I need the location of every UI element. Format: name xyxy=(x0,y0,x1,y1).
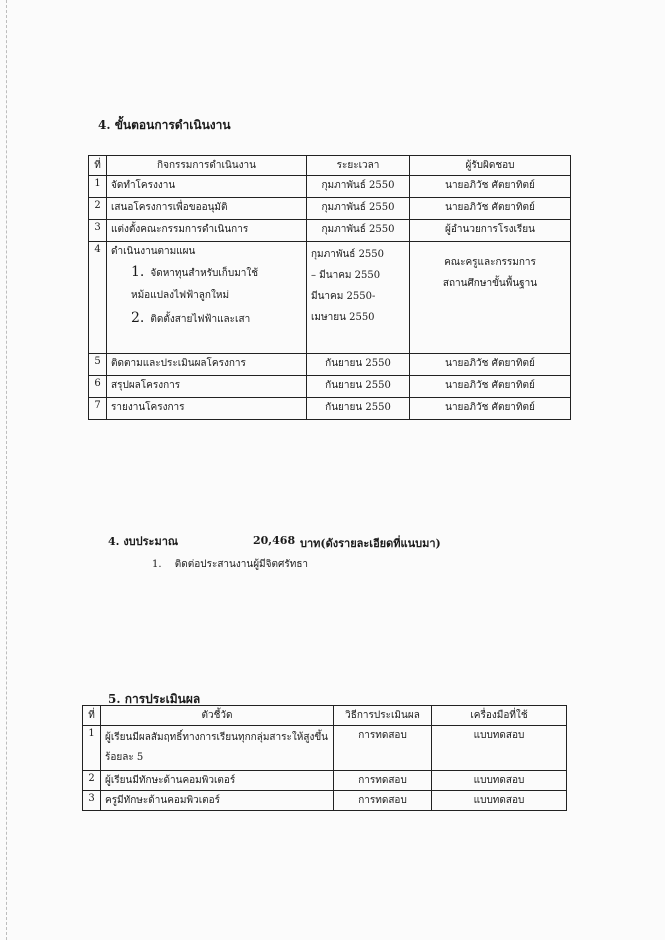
evaluation-heading: 5. การประเมินผล xyxy=(108,692,201,706)
table-row xyxy=(89,176,571,198)
row-tool: แบบทดสอบ xyxy=(432,791,567,811)
period-line: มีนาคม 2550- xyxy=(311,291,376,302)
row-no: 3 xyxy=(83,791,101,811)
row-period: กันยายน 2550 xyxy=(307,376,410,398)
table-row xyxy=(89,198,571,220)
row-owner: นายอภิวัช ศัตยาทิตย์ xyxy=(410,198,571,220)
budget-heading: 4. งบประมาณ xyxy=(108,535,179,548)
header-indicator: ตัวชี้วัด xyxy=(101,706,334,726)
evaluation-table xyxy=(82,705,567,811)
table-row xyxy=(83,771,567,791)
row-no: 3 xyxy=(89,220,107,242)
row-no: 2 xyxy=(83,771,101,791)
row-owner: นายอภิวัช ศัตยาทิตย์ xyxy=(410,398,571,420)
row-owner-multi xyxy=(410,242,571,354)
header-activity: กิจกรรมการดำเนินงาน xyxy=(107,156,307,176)
row-period-multi xyxy=(307,242,410,354)
row-owner: นายอภิวัช ศัตยาทิตย์ xyxy=(410,376,571,398)
row-no: 1 xyxy=(89,176,107,198)
row-no: 4 xyxy=(89,242,107,354)
owner-line: คณะครูและกรรมการ xyxy=(444,257,536,268)
row-period: กันยายน 2550 xyxy=(307,398,410,420)
table-row xyxy=(89,376,571,398)
owner-line: สถานศึกษาขั้นพื้นฐาน xyxy=(442,278,538,289)
period-line: กุมภาพันธ์ 2550 xyxy=(311,249,385,260)
row-owner: ผู้อำนวยการโรงเรียน xyxy=(410,220,571,242)
budget-item-number: 1. xyxy=(152,559,162,570)
row-no: 6 xyxy=(89,376,107,398)
row-no: 5 xyxy=(89,354,107,376)
table-row xyxy=(89,242,571,354)
table-row xyxy=(89,220,571,242)
steps-heading: 4. ขั้นตอนการดำเนินงาน xyxy=(98,118,231,132)
row-indicator: ครูมีทักษะด้านคอมพิวเตอร์ xyxy=(101,791,334,811)
page-edge xyxy=(6,0,8,940)
row-activity: สรุปผลโครงการ xyxy=(107,376,307,398)
row-activity: แต่งตั้งคณะกรรมการดำเนินการ xyxy=(107,220,307,242)
period-line: – มีนาคม 2550 xyxy=(311,270,381,281)
header-no: ที่ xyxy=(83,706,101,726)
row-owner: นายอภิวัช ศัตยาทิตย์ xyxy=(410,176,571,198)
row-no: 1 xyxy=(83,726,101,771)
row-indicator: ผู้เรียนมีทักษะด้านคอมพิวเตอร์ xyxy=(101,771,334,791)
row-tool: แบบทดสอบ xyxy=(432,771,567,791)
row-activity: ติดตามและประเมินผลโครงการ xyxy=(107,354,307,376)
row-period: กุมภาพันธ์ 2550 xyxy=(307,220,410,242)
sub-item-text: ติดตั้งสายไฟฟ้าและเสา xyxy=(150,313,251,325)
budget-item xyxy=(152,557,308,572)
row-method: การทดสอบ xyxy=(334,771,432,791)
row-method: การทดสอบ xyxy=(334,726,432,771)
row-activity: รายงานโครงการ xyxy=(107,398,307,420)
header-tool: เครื่องมือที่ใช้ xyxy=(432,706,567,726)
table-header-row xyxy=(83,706,567,726)
period-line: เมษายน 2550 xyxy=(311,312,375,323)
budget-unit-note: บาท(ดังรายละเอียดที่แนบมา) xyxy=(300,537,441,550)
row-tool: แบบทดสอบ xyxy=(432,726,567,771)
row-activity: จัดทำโครงงาน xyxy=(107,176,307,198)
table-row xyxy=(89,354,571,376)
sub-item-1 xyxy=(111,259,302,305)
header-method: วิธีการประเมินผล xyxy=(334,706,432,726)
row-owner: นายอภิวัช ศัตยาทิตย์ xyxy=(410,354,571,376)
budget-item-text: ติดต่อประสานงานผู้มีจิตศรัทธา xyxy=(174,559,309,570)
table-row xyxy=(83,791,567,811)
row-activity-plan xyxy=(107,242,307,354)
row-indicator: ผู้เรียนมีผลสัมฤทธิ์ทางการเรียนทุกกลุ่มสาระให้สูงขึ้นร้อยละ 5 xyxy=(101,726,334,771)
row-activity: ดำเนินงานตามแผน xyxy=(111,246,196,257)
sub-item-number: 2. xyxy=(131,309,145,326)
sub-item-text: จัดหาทุนสำหรับเก็บมาใช้หม้อแปลงไฟฟ้าลูกใหม่ xyxy=(131,268,259,301)
header-no: ที่ xyxy=(89,156,107,176)
row-no: 2 xyxy=(89,198,107,220)
row-activity: เสนอโครงการเพื่อขออนุมัติ xyxy=(107,198,307,220)
row-period: กันยายน 2550 xyxy=(307,354,410,376)
header-period: ระยะเวลา xyxy=(307,156,410,176)
sub-item-number: 1. xyxy=(131,264,145,280)
steps-table xyxy=(88,155,571,420)
sub-item-2 xyxy=(111,305,302,332)
budget-amount: 20,468 xyxy=(253,534,296,547)
table-row xyxy=(89,398,571,420)
table-header-row xyxy=(89,156,571,176)
row-no: 7 xyxy=(89,398,107,420)
row-period: กุมภาพันธ์ 2550 xyxy=(307,198,410,220)
table-row xyxy=(83,726,567,771)
header-owner: ผู้รับผิดชอบ xyxy=(410,156,571,176)
row-method: การทดสอบ xyxy=(334,791,432,811)
row-period: กุมภาพันธ์ 2550 xyxy=(307,176,410,198)
